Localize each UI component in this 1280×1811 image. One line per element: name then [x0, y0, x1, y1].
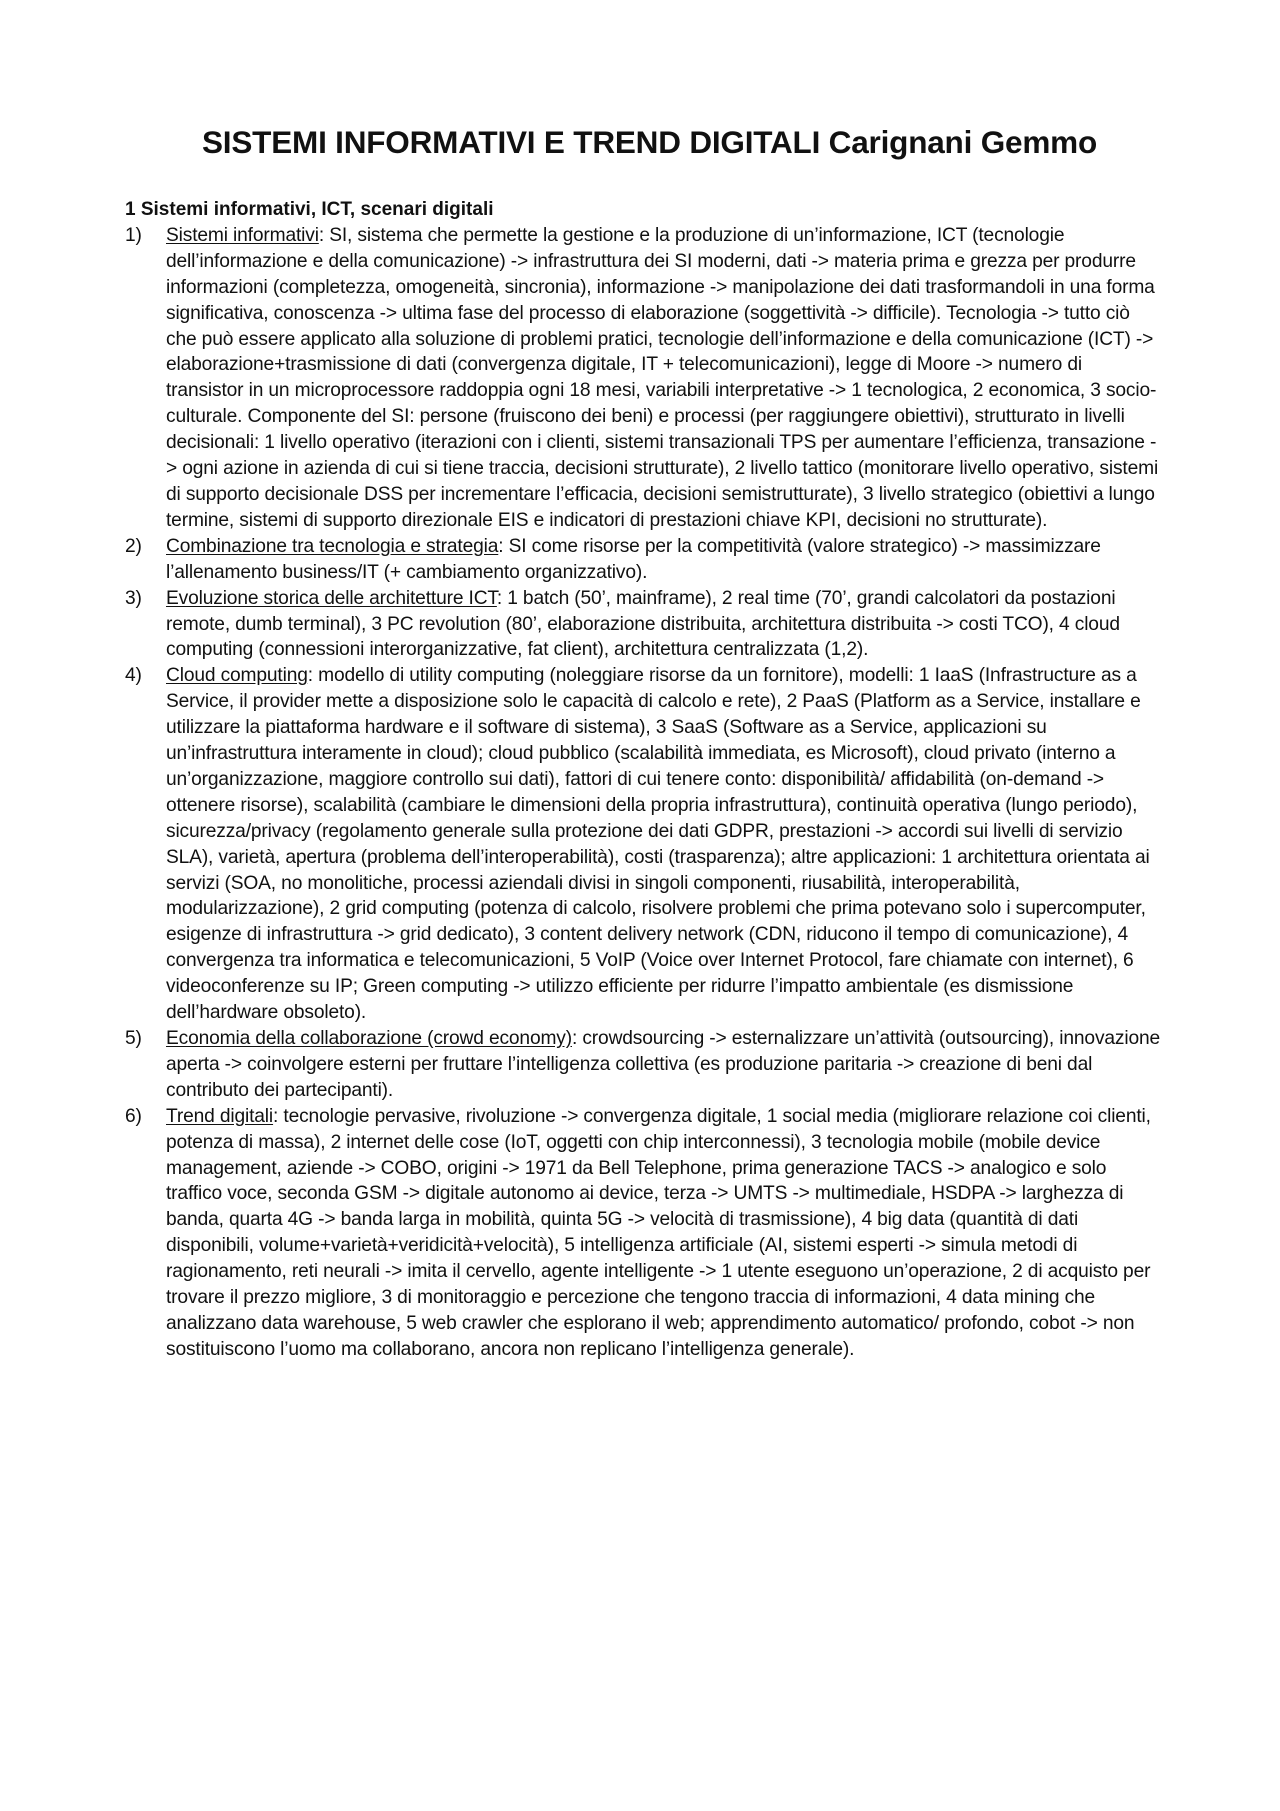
document-title: SISTEMI INFORMATIVI E TREND DIGITALI Carignani Gemmo [202, 124, 1097, 160]
list-item-term: Combinazione tra tecnologia e strategia [166, 535, 499, 557]
section-heading: 1 Sistemi informativi, ICT, scenari digitali [125, 199, 494, 220]
list-item-text: : modello di utility computing (noleggiare risorse da un fornitore), modelli: 1 IaaS (Infrastructure as a Service, il provider mette a disposizione solo le capacità di calcolo e rete), 2 PaaS (Platform as a Service, installare e utilizzare la piattaforma hardware e il software di sistema), 3 SaaS (Software as a Service, applicazioni su un’infrastruttura interamente in cloud); cloud pubblico (scalabilità immediata, es Microsoft), cloud privato (interno a un’organizzazione, maggiore controllo sui dati), fattori di cui tenere conto: disponibilità/ affidabilità (on-demand -> ottenere risorse), scalabilità (cambiare le dimensioni della propria infrastruttura), continuità operativa (lungo periodo), sicurezza/privacy (regolamento generale sulla protezione dei dati GDPR, prestazioni -> accordi sui livelli di servizio SLA), varietà, apertura (problema dell’interoperabilità), costi (trasparenza); altre applicazioni: 1 architettura orientata ai servizi (SOA, no monolitiche, processi aziendali divisi in singoli componenti, riusabilità, interoperabilità, modularizzazione), 2 grid computing (potenza di calcolo, risolvere problemi che prima potevano solo i supercomputer, esigenze di infrastruttura -> grid dedicato), 3 content delivery network (CDN, riducono il tempo di comunicazione), 4 convergenza tra informatica e telecomunicazioni, 5 VoIP (Voice over Internet Protocol, fare chiamate con internet), 6 videoconferenze su IP; Green computing -> utilizzo efficiente per ridurre l’impatto ambientale (es dismissione dell’hardware obsoleto). [166, 665, 1150, 1024]
list-item [125, 663, 1162, 1026]
list-item [125, 223, 1162, 534]
list-item-text: : SI come risorse per la competitività (valore strategico) -> massimizzare l’allenamento business/IT (+ cambiamento organizzativo). [166, 535, 1101, 583]
list-item-text: : SI, sistema che permette la gestione e la produzione di un’informazione, ICT (tecnologie dell’informazione e della comunicazione) -> infrastruttura dei SI moderni, dati -> materia prima e grezza per produrre informazioni (completezza, omogeneità, sincronia), informazione -> manipolazione dei dati trasformandoli in una forma significativa, conoscenza -> ultima fase del processo di elaborazione (soggettività -> difficile). Tecnologia -> tutto ciò che può essere applicato alla soluzione di problemi pratici, tecnologie dell’informazione e della comunicazione (ICT) -> elaborazione+trasmissione di dati (convergenza digitale, IT + telecomunicazioni), legge di Moore -> numero di transistor in un microprocessore raddoppia ogni 18 mesi, variabili interpretative -> 1 tecnologica, 2 economica, 3 socio-culturale. Componente del SI: persone (fruiscono dei beni) e processi (per raggiungere obiettivi), strutturato in livelli decisionali: 1 livello operativo (iterazioni con i clienti, sistemi transazionali TPS per aumentare l’efficienza, transazione -> ogni azione in azienda di cui si tiene traccia, decisioni strutturate), 2 livello tattico (monitorare livello operativo, sistemi di supporto decisionale DSS per incrementare l’efficacia, decisioni semistrutturate), 3 livello strategico (obiettivi a lungo termine, sistemi di supporto direzionale EIS e indicatori di prestazioni chiave KPI, decisioni no strutturate). [166, 224, 1159, 531]
list-item-term: Trend digitali [166, 1105, 274, 1127]
list-item-number: 5) [125, 1028, 142, 1049]
list-item [125, 534, 1162, 586]
list-item-number: 4) [125, 665, 142, 687]
list-item-term: Evoluzione storica delle architetture ICT [166, 587, 497, 609]
list-item [125, 1104, 1162, 1363]
list-item-text: : tecnologie pervasive, rivoluzione -> convergenza digitale, 1 social media (migliorare relazione coi clienti, potenza di massa), 2 internet delle cose (IoT, oggetti con chip interconnessi), 3 tecnologia mobile (mobile device management, aziende -> COBO, origini -> 1971 da Bell Telephone, prima generazione TACS -> analogico e solo traffico voce, seconda GSM -> digitale autonomo ai device, terza -> UMTS -> multimediale, HSDPA -> larghezza di banda, quarta 4G -> banda larga in mobilità, quinta 5G -> velocità di trasmissione), 4 big data (quantità di dati disponibili, volume+varietà+veridicità+velocità), 5 intelligenza artificiale (AI, sistemi esperti -> simula metodi di ragionamento, reti neurali -> imita il cervello, agente intelligente -> 1 utente eseguono un’operazione, 2 di acquisto per trovare il prezzo migliore, 3 di monitoraggio e percezione che tengono traccia di informazioni, 4 data mining che analizzano data warehouse, 5 web crawler che esplorano il web; apprendimento automatico/ profondo, cobot -> non sostituiscono l’uomo ma collaborano, ancora non replicano l’intelligenza generale). [166, 1105, 1151, 1360]
list-item [125, 1026, 1162, 1104]
list-item-number: 3) [125, 587, 142, 609]
list-item-number: 2) [125, 535, 142, 557]
numbered-list [125, 223, 1162, 1363]
list-item-text: : 1 batch (50’, mainframe), 2 real time (70’, grandi calcolatori da postazioni remote, dumb terminal), 3 PC revolution (80’, elaborazione distribuita, architettura distribuita -> costi TCO), 4 cloud computing (connessioni interorganizzative, fat client), architettura centralizzata (1,2). [166, 587, 1120, 661]
list-item-number: 1) [125, 224, 142, 246]
list-item-text: : crowdsourcing -> esternalizzare un’attività (outsourcing), innovazione aperta -> coinvolgere esterni per fruttare l’intelligenza collettiva (es produzione paritaria -> creazione di beni dal contributo dei partecipanti). [166, 1028, 1161, 1101]
list-item-term: Economia della collaborazione (crowd economy) [166, 1028, 572, 1049]
list-item-term: Cloud computing [166, 665, 308, 687]
section-1 [125, 197, 1162, 1363]
list-item-term: Sistemi informativi [166, 224, 319, 246]
list-item-number: 6) [125, 1105, 142, 1127]
list-item [125, 586, 1162, 664]
